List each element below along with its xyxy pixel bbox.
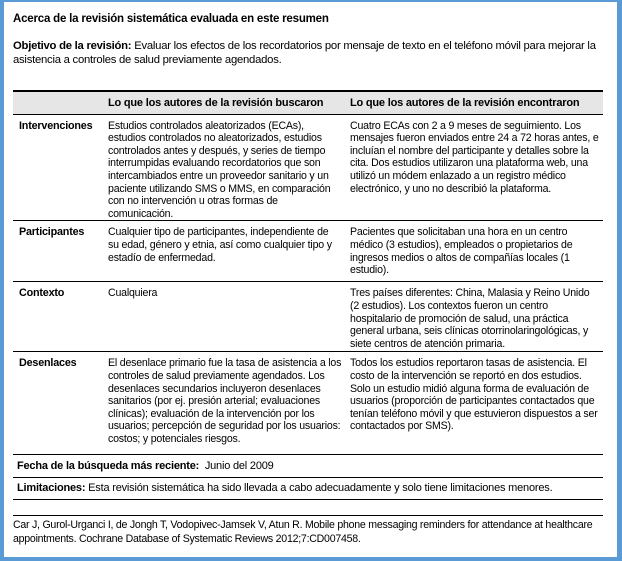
objective-text: Evaluar los efectos de los recordatorios por mensaje de texto en el teléfono móvil para mejorar la asistencia a controles de salud previamente agendados. <box>13 40 596 66</box>
review-table <box>13 90 603 459</box>
citation: Car J, Gurol-Urganci I, de Jongh T, Vodopivec-Jamsek V, Atun R. Mobile phone messaging reminders for attendance at healthcare appointments. Cochrane Database of Systematic Reviews 2012;7:CD007458. <box>13 519 593 545</box>
table-row-participants <box>13 221 603 282</box>
header-sought: Lo que los autores de la revisión buscaron <box>108 97 324 109</box>
section-title: Acerca de la revisión sistemática evaluada en este resumen <box>13 13 329 25</box>
row-sought: El desenlace primario fue la tasa de asistencia a los controles de salud previamente agendados. Los desenlaces secundarios incluyeron desenlaces sanitarios (por ej. presión arterial; evaluaciones clínicas); evaluación de la intervención por los usuarios; percepción de seguridad por los usuarios: costos; y potenciales riesgos. <box>108 357 342 445</box>
search-date-value: Junio del 2009 <box>199 460 274 472</box>
divider <box>13 499 603 500</box>
row-sought: Cualquiera <box>108 287 158 300</box>
table-header-row <box>13 91 603 114</box>
row-found: Pacientes que solicitaban una hora en un centro médico (3 estudios), empleados o propietarios de ingresos medios o altos de compañías locales (1 estudio). <box>350 226 573 277</box>
row-label: Desenlaces <box>19 357 77 370</box>
search-date <box>13 460 607 472</box>
row-sought: Cualquier tipo de participantes, independiente de su edad, género y etnia, así como cualquier tipo y estadío de enfermedad. <box>108 226 332 264</box>
divider <box>13 515 603 516</box>
header-empty <box>13 91 104 114</box>
table-row-interventions <box>13 114 603 221</box>
row-sought: Estudios controlados aleatorizados (ECAs), estudios controlados no aleatorizados, estudios controlados antes y después, y series de tiempo interrumpidas evaluando recordatorios que son intercambiados entre un proveedor sanitario y un paciente utilizando SMS o MMS, en comparación con no intervención u otras formas de comunicación. <box>108 119 331 220</box>
limitations <box>13 482 607 494</box>
table-row-outcomes <box>13 352 603 460</box>
objective-label: Objetivo de la revisión: <box>13 40 132 52</box>
divider <box>13 454 603 455</box>
header-found: Lo que los autores de la revisión encontraron <box>350 97 580 109</box>
row-label: Participantes <box>19 226 85 239</box>
limitations-text: Esta revisión sistemática ha sido llevada a cabo adecuadamente y solo tiene limitaciones menores. <box>85 482 553 494</box>
row-label: Contexto <box>19 287 65 300</box>
review-objective <box>13 39 605 67</box>
table-row-context <box>13 282 603 352</box>
row-label: Intervenciones <box>19 119 93 132</box>
search-date-label: Fecha de la búsqueda más reciente: <box>17 460 200 472</box>
limitations-label: Limitaciones: <box>17 482 86 494</box>
row-found: Todos los estudios reportaron tasas de asistencia. El costo de la intervención se reportó en dos estudios. Solo un estudio midió alguna forma de evaluación de usuarios (proporción de participantes contactados que tenían teléfono móvil y que estuvieron dispuestos a ser contactados por SMS). <box>350 357 598 433</box>
divider <box>13 477 603 478</box>
row-found: Tres países diferentes: China, Malasia y Reino Unido (2 estudios). Los contextos fueron un centro hospitalario de promoción de salud, una práctica general urbana, seis clínicas otorrinolaringológicas, y siete centros de atención primaria. <box>350 287 590 350</box>
row-found: Cuatro ECAs con 2 a 9 meses de seguimiento. Los mensajes fueron enviados entre 24 a 72 horas antes, e incluían el nombre del participante y detalles sobre la cita. Dos estudios utilizaron una plataforma web, una utilizó un módem enlazado a un registro médico electrónico, y uno no describió la plataforma. <box>350 119 599 195</box>
